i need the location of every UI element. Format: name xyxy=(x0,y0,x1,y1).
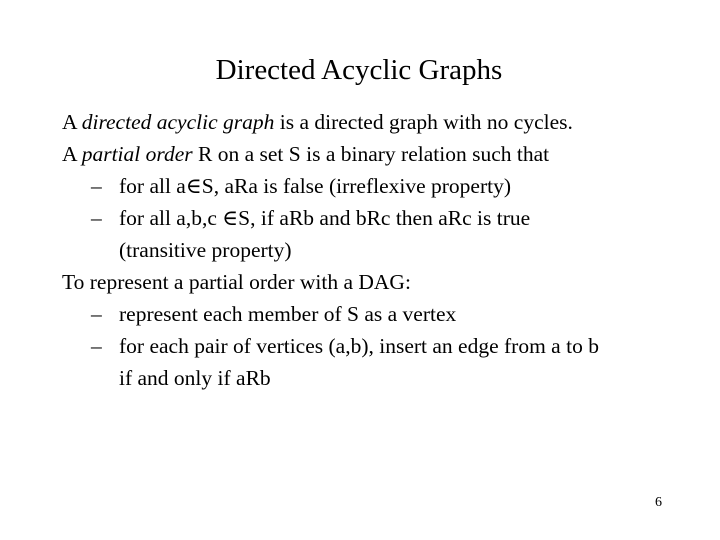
dash-bullet: – xyxy=(91,302,102,326)
bullet-text: represent each member of S as a vertex xyxy=(119,302,457,326)
definition-dag xyxy=(62,106,702,138)
slide-title: Directed Acyclic Graphs xyxy=(215,54,503,86)
term-partial-order: partial order xyxy=(81,142,193,166)
bullet-text: for all a∈S, aRa is false (irreflexive property) xyxy=(119,174,512,198)
bullet-text: for all a,b,c ∈S, if aRb and bRc then aRc is true xyxy=(119,206,531,230)
bullet-irreflexive xyxy=(62,170,702,202)
definition-partial-order xyxy=(62,138,702,170)
dash-bullet: – xyxy=(91,174,102,198)
bullet-vertex xyxy=(62,298,702,330)
slide-body xyxy=(62,106,702,394)
bullet-text: for each pair of vertices (a,b), insert an edge from a to b xyxy=(119,334,599,358)
paragraph-text: To represent a partial order with a DAG: xyxy=(62,270,411,294)
text-lead: A xyxy=(62,142,82,166)
term-directed-acyclic-graph: directed acyclic graph xyxy=(81,110,275,134)
paragraph-represent xyxy=(62,266,702,298)
dash-bullet: – xyxy=(91,334,102,358)
text-lead: A xyxy=(62,110,82,134)
page-number: 6 xyxy=(655,495,662,510)
bullet-edge-continuation xyxy=(62,362,702,394)
bullet-edge xyxy=(62,330,702,362)
text-rest: R on a set S is a binary relation such that xyxy=(192,142,550,166)
bullet-transitive xyxy=(62,202,702,234)
bullet-text: (transitive property) xyxy=(119,238,292,262)
dash-bullet: – xyxy=(91,206,102,230)
text-rest: is a directed graph with no cycles. xyxy=(274,110,573,134)
bullet-transitive-continuation xyxy=(62,234,702,266)
bullet-text: if and only if aRb xyxy=(119,366,271,390)
